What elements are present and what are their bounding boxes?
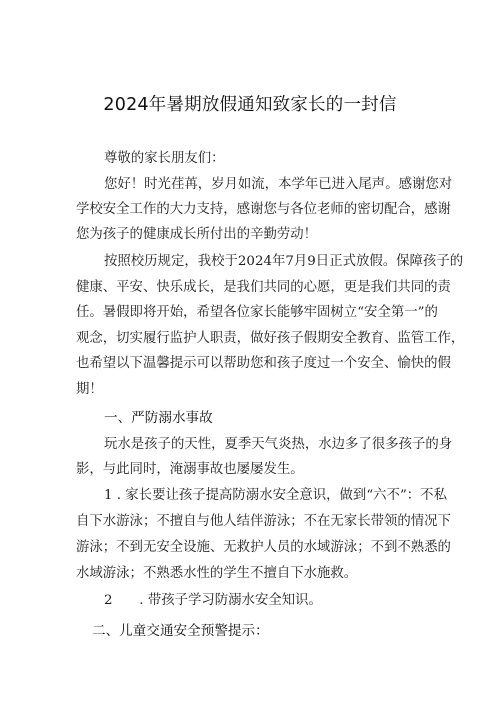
paragraph-line: 水域游泳；不熟悉水性的学生不擅自下水施救。 xyxy=(76,566,358,581)
section-heading: 一、严防溺水事故 xyxy=(104,410,213,426)
paragraph-line: 观念，切实履行监护人职责，做好孩子假期安全教育、监管工作， xyxy=(76,331,465,346)
paragraph-line: 您为孩子的健康成长所付出的辛勤劳动！ xyxy=(76,227,318,242)
paragraph-line: 玩水是孩子的天性，夏季天气炎热，水边多了很多孩子的身 xyxy=(104,437,453,452)
paragraph-line: 1 . 家长要让孩子提高防溺水安全意识，做到“六不”：不私 xyxy=(104,488,447,503)
paragraph-line: 任。暑假即将开始，希望各位家长能够牢固树立“安全第一”的 xyxy=(76,305,438,320)
section-heading: 二、儿童交通安全预警提示： xyxy=(92,623,269,639)
salutation: 尊敬的家长朋友们： xyxy=(104,151,225,166)
paragraph-line: 影，与此同时，淹溺事故也屡屡发生。 xyxy=(76,462,304,477)
paragraph-line: 游泳；不到无安全设施、无救护人员的水域游泳；不到不熟悉的 xyxy=(76,540,451,555)
paragraph-line: 健康、平安、快乐成长，是我们共同的心愿，更是我们共同的责 xyxy=(76,280,451,295)
paragraph-line: 学校安全工作的大力支持，感谢您与各位老师的密切配合，感谢 xyxy=(76,202,451,217)
letter-title: 2024年暑期放假通知致家长的一封信 xyxy=(103,95,397,115)
paragraph-line: 2 . 带孩子学习防溺水安全知识。 xyxy=(104,593,322,608)
paragraph-line: 也希望以下温馨提示可以帮助您和孩子度过一个安全、愉快的假 xyxy=(76,356,451,371)
paragraph-line: 自下水游泳；不擅自与他人结伴游泳；不在无家长带领的情况下 xyxy=(76,514,451,529)
paragraph-line: 按照校历规定，我校于2024年7月9日正式放假。保障孩子的 xyxy=(104,254,464,269)
paragraph-line: 您好！时光荏苒，岁月如流，本学年已进入尾声。感谢您对 xyxy=(104,177,453,192)
paragraph-line: 期！ xyxy=(76,382,103,397)
